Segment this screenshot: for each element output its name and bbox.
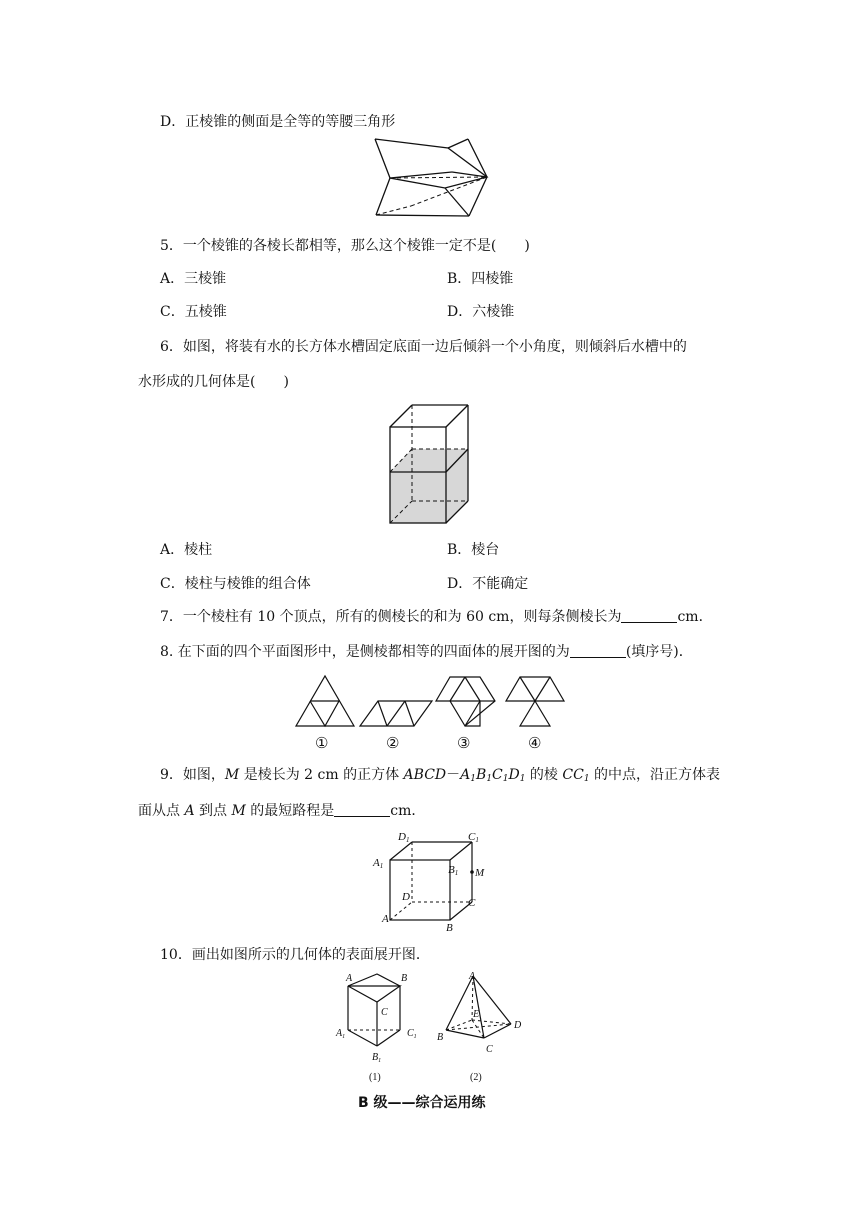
q10-fig1-label-a: A: [346, 973, 353, 984]
q10-fig2-label-a: A: [469, 971, 476, 982]
q6-option-a: A．棱柱: [160, 542, 213, 558]
q9-dash: －: [446, 767, 461, 783]
q8-text-before: 8. 在下面的四个平面图形中，是侧棱都相等的四面体的展开图的为: [160, 644, 570, 660]
q7-text-before: 7．一个棱柱有 10 个顶点，所有的侧棱长的和为 60 cm，则每条侧棱长为: [160, 609, 622, 625]
q9-label-a: A: [382, 913, 389, 925]
q6-stem-line2: 水形成的几何体是( ): [138, 374, 289, 390]
q10-fig2-label-b: B: [437, 1032, 444, 1043]
q8-text-after: (填序号)．: [625, 644, 693, 660]
q5-option-a: A．三棱锥: [160, 271, 227, 287]
q10-fig1-label-c: C: [381, 1007, 388, 1018]
q10-fig2-label-c: C: [486, 1044, 493, 1055]
q8-label-3: ③: [457, 736, 471, 752]
q6-water-tank-figure: [385, 404, 475, 526]
q10-fig1-label-a1: $A_1$: [336, 1028, 346, 1040]
q9-cube-figure: [368, 828, 488, 936]
q9-text: 的中点，沿正方体表: [589, 767, 720, 783]
q9-label-c: C: [468, 897, 476, 909]
q10-fig1-label-b1: $B_1$: [372, 1052, 382, 1064]
q10-prism-figure: [330, 970, 430, 1088]
q8-label-2: ②: [386, 736, 400, 752]
q9-stem-line1: [160, 765, 720, 789]
q10-stem: 10．画出如图所示的几何体的表面展开图．: [160, 947, 430, 963]
q9-cube-top-name: $A_1B_1C_1D_1$: [460, 767, 526, 784]
q9-point-m: M: [224, 767, 240, 783]
q8-answer-blank[interactable]: [570, 643, 626, 658]
q10-fig1-label-c1: $C_1$: [407, 1028, 417, 1040]
q9-cube-name: ABCD: [403, 767, 447, 783]
q9-label-c1: C1: [468, 831, 479, 844]
q9-text: cm．: [390, 803, 426, 819]
q5-option-b: B．四棱锥: [447, 271, 514, 287]
section-title: B 级——综合运用练: [358, 1095, 486, 1111]
q9-text: 9．如图，: [160, 767, 225, 783]
q9-text: 到点: [194, 803, 232, 819]
q10-fig2-label-d: D: [514, 1020, 522, 1031]
q9-label-a1: A1: [373, 857, 384, 870]
q6-stem-line1: 6．如图，将装有水的长方体水槽固定底面一边后倾斜一个小角度，则倾斜后水槽中的: [160, 339, 687, 355]
q10-fig1-label-b: B: [401, 973, 408, 984]
q5-option-c: C．五棱锥: [160, 304, 227, 320]
q7-stem: [160, 607, 713, 627]
q4-prism-figure: [370, 136, 490, 221]
q8-label-4: ④: [528, 736, 542, 752]
q9-point-a: A: [184, 803, 195, 819]
q9-text: 的最短路程是: [245, 803, 335, 819]
q9-stem-line2: [138, 801, 425, 821]
q6-option-d: D．不能确定: [447, 576, 529, 592]
q9-answer-blank[interactable]: [334, 802, 390, 817]
q9-label-d1: D1: [398, 831, 410, 844]
q8-stem: [160, 642, 693, 662]
q10-pyramid-figure: [432, 970, 532, 1088]
q10-fig2-caption: (2): [470, 1072, 482, 1083]
q6-option-b: B．棱台: [447, 542, 500, 558]
q9-point-m: M: [231, 803, 246, 819]
q9-point-m-dot: [470, 870, 474, 874]
q7-answer-blank[interactable]: [621, 608, 677, 623]
q6-option-c: C．棱柱与棱锥的组合体: [160, 576, 311, 592]
q10-fig1-caption: (1): [369, 1072, 381, 1083]
q9-label-m: M: [475, 867, 485, 879]
q9-label-d: D: [402, 891, 410, 903]
q4-option-d: D．正棱锥的侧面是全等的等腰三角形: [160, 114, 396, 130]
q8-nets-figure: [290, 672, 580, 752]
q10-fig2-label-e: E: [473, 1009, 480, 1020]
q9-text: 是棱长为 2 cm 的正方体: [239, 767, 404, 783]
q7-text-after: cm．: [677, 609, 713, 625]
q9-label-b1: B1: [448, 864, 459, 877]
q9-text: 面从点: [138, 803, 185, 819]
q5-stem: 5．一个棱锥的各棱长都相等，那么这个棱锥一定不是( ): [160, 238, 530, 254]
q9-edge-cc1: $CC_1$: [562, 767, 590, 784]
q9-text: 的棱: [525, 767, 563, 783]
q8-label-1: ①: [315, 736, 329, 752]
q5-option-d: D．六棱锥: [447, 304, 515, 320]
q9-label-b: B: [446, 922, 453, 934]
